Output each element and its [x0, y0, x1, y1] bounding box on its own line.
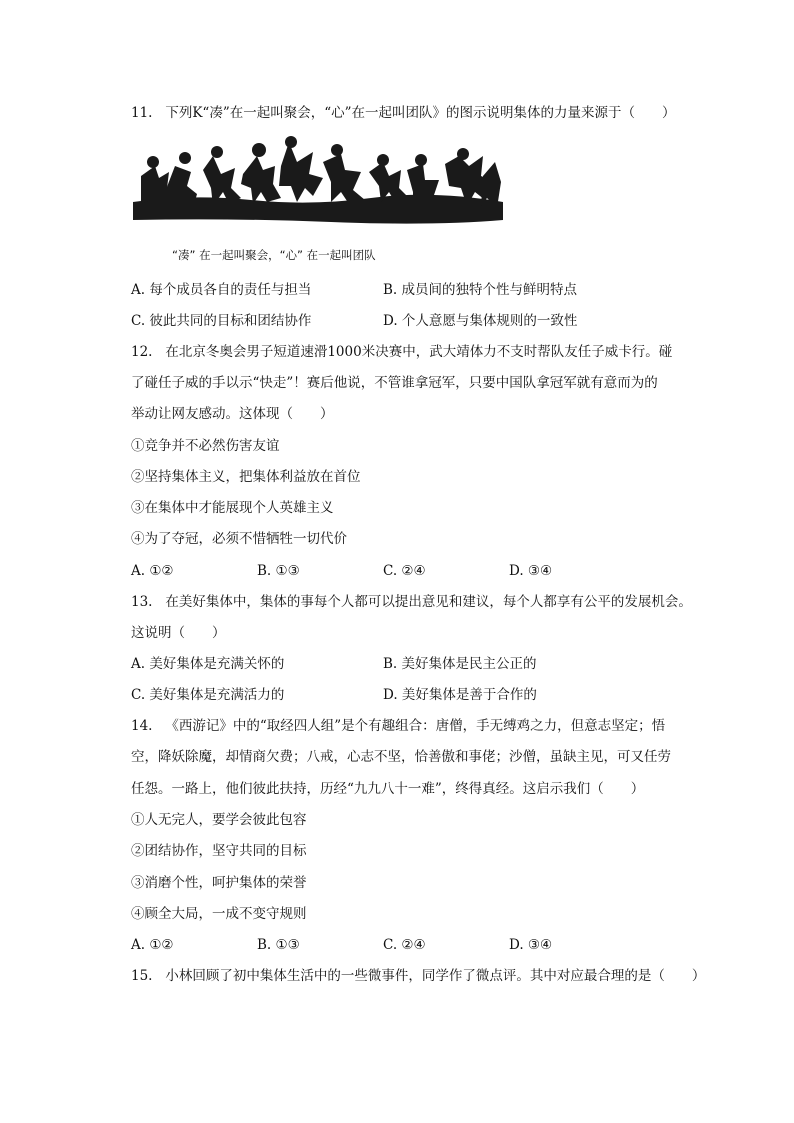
q12-option-b: B. ①③	[257, 563, 300, 579]
q14-item-4: ④顾全大局，一成不变守规则	[131, 906, 307, 922]
q12-item-1: ①竞争并不必然伤害友谊	[131, 438, 280, 454]
q14-option-b: B. ①③	[257, 937, 300, 953]
q11-figure-caption: “凑” 在一起叫聚会，“心” 在一起叫团队	[172, 248, 376, 262]
q12-stem-line-3: 举动让网友感动。这体现（ ）	[131, 406, 334, 422]
q11-option-b: B. 成员间的独特个性与鲜明特点	[383, 282, 578, 298]
q13-option-a: A. 美好集体是充满关怀的	[131, 656, 285, 672]
q12-item-3: ③在集体中才能展现个人英雄主义	[131, 500, 334, 516]
q12-option-a: A. ①②	[131, 563, 174, 579]
q14-option-c: C. ②④	[383, 937, 426, 953]
q13-option-d: D. 美好集体是善于合作的	[383, 687, 537, 703]
q11-option-a: A. 每个成员各自的责任与担当	[131, 282, 312, 298]
q13-stem-line-1: 13. 在美好集体中，集体的事每个人都可以提出意见和建议，每个人都享有公平的发展机会。	[131, 594, 692, 610]
q14-option-d: D. ③④	[509, 937, 553, 953]
q14-option-a: A. ①②	[131, 937, 174, 953]
q12-option-d: D. ③④	[509, 563, 553, 579]
q13-stem-line-2: 这说明（ ）	[131, 625, 226, 641]
silhouette-figure-icon	[131, 136, 507, 241]
q12-option-c: C. ②④	[383, 563, 426, 579]
q11-option-d: D. 个人意愿与集体规则的一致性	[383, 313, 578, 329]
q14-item-1: ①人无完人，要学会彼此包容	[131, 812, 307, 828]
q14-item-2: ②团结协作，坚守共同的目标	[131, 843, 307, 859]
q14-stem-line-1: 14. 《西游记》中的“取经四人组”是个有趣组合：唐僧，手无缚鸡之力，但意志坚定；悟	[131, 718, 666, 734]
q12-stem-line-2: 了碰任子威的手以示“快走”！赛后他说，不管谁拿冠军，只要中国队拿冠军就有意而为的	[131, 375, 658, 391]
q13-option-c: C. 美好集体是充满活力的	[131, 687, 285, 703]
q12-stem-line-1: 12. 在北京冬奥会男子短道速滑1000米决赛中，武大靖体力不支时帮队友任子威卡行。碰	[131, 344, 673, 360]
q12-item-2: ②坚持集体主义，把集体利益放在首位	[131, 469, 361, 485]
q11-stem: 11. 下列K“凑”在一起叫聚会，“心”在一起叫团队》的图示说明集体的力量来源于（ ）	[131, 105, 676, 121]
q13-option-b: B. 美好集体是民主公正的	[383, 656, 537, 672]
q14-stem-line-2: 空，降妖除魔，却情商欠费；八戒，心志不坚，恰善傲和事佬；沙僧，虽缺主见，可又任劳	[131, 749, 671, 765]
q14-item-3: ③消磨个性，呵护集体的荣誉	[131, 875, 307, 891]
q11-figure	[131, 136, 507, 241]
q15-stem: 15. 小林回顾了初中集体生活中的一些微事件，同学作了微点评。其中对应最合理的是（ ）	[131, 968, 706, 984]
q14-stem-line-3: 任怨。一路上，他们彼此扶持，历经“九九八十一难”，终得真经。这启示我们（ ）	[131, 781, 645, 797]
q12-item-4: ④为了夺冠，必须不惜牺牲一切代价	[131, 531, 347, 547]
q11-option-c: C. 彼此共同的目标和团结协作	[131, 313, 312, 329]
